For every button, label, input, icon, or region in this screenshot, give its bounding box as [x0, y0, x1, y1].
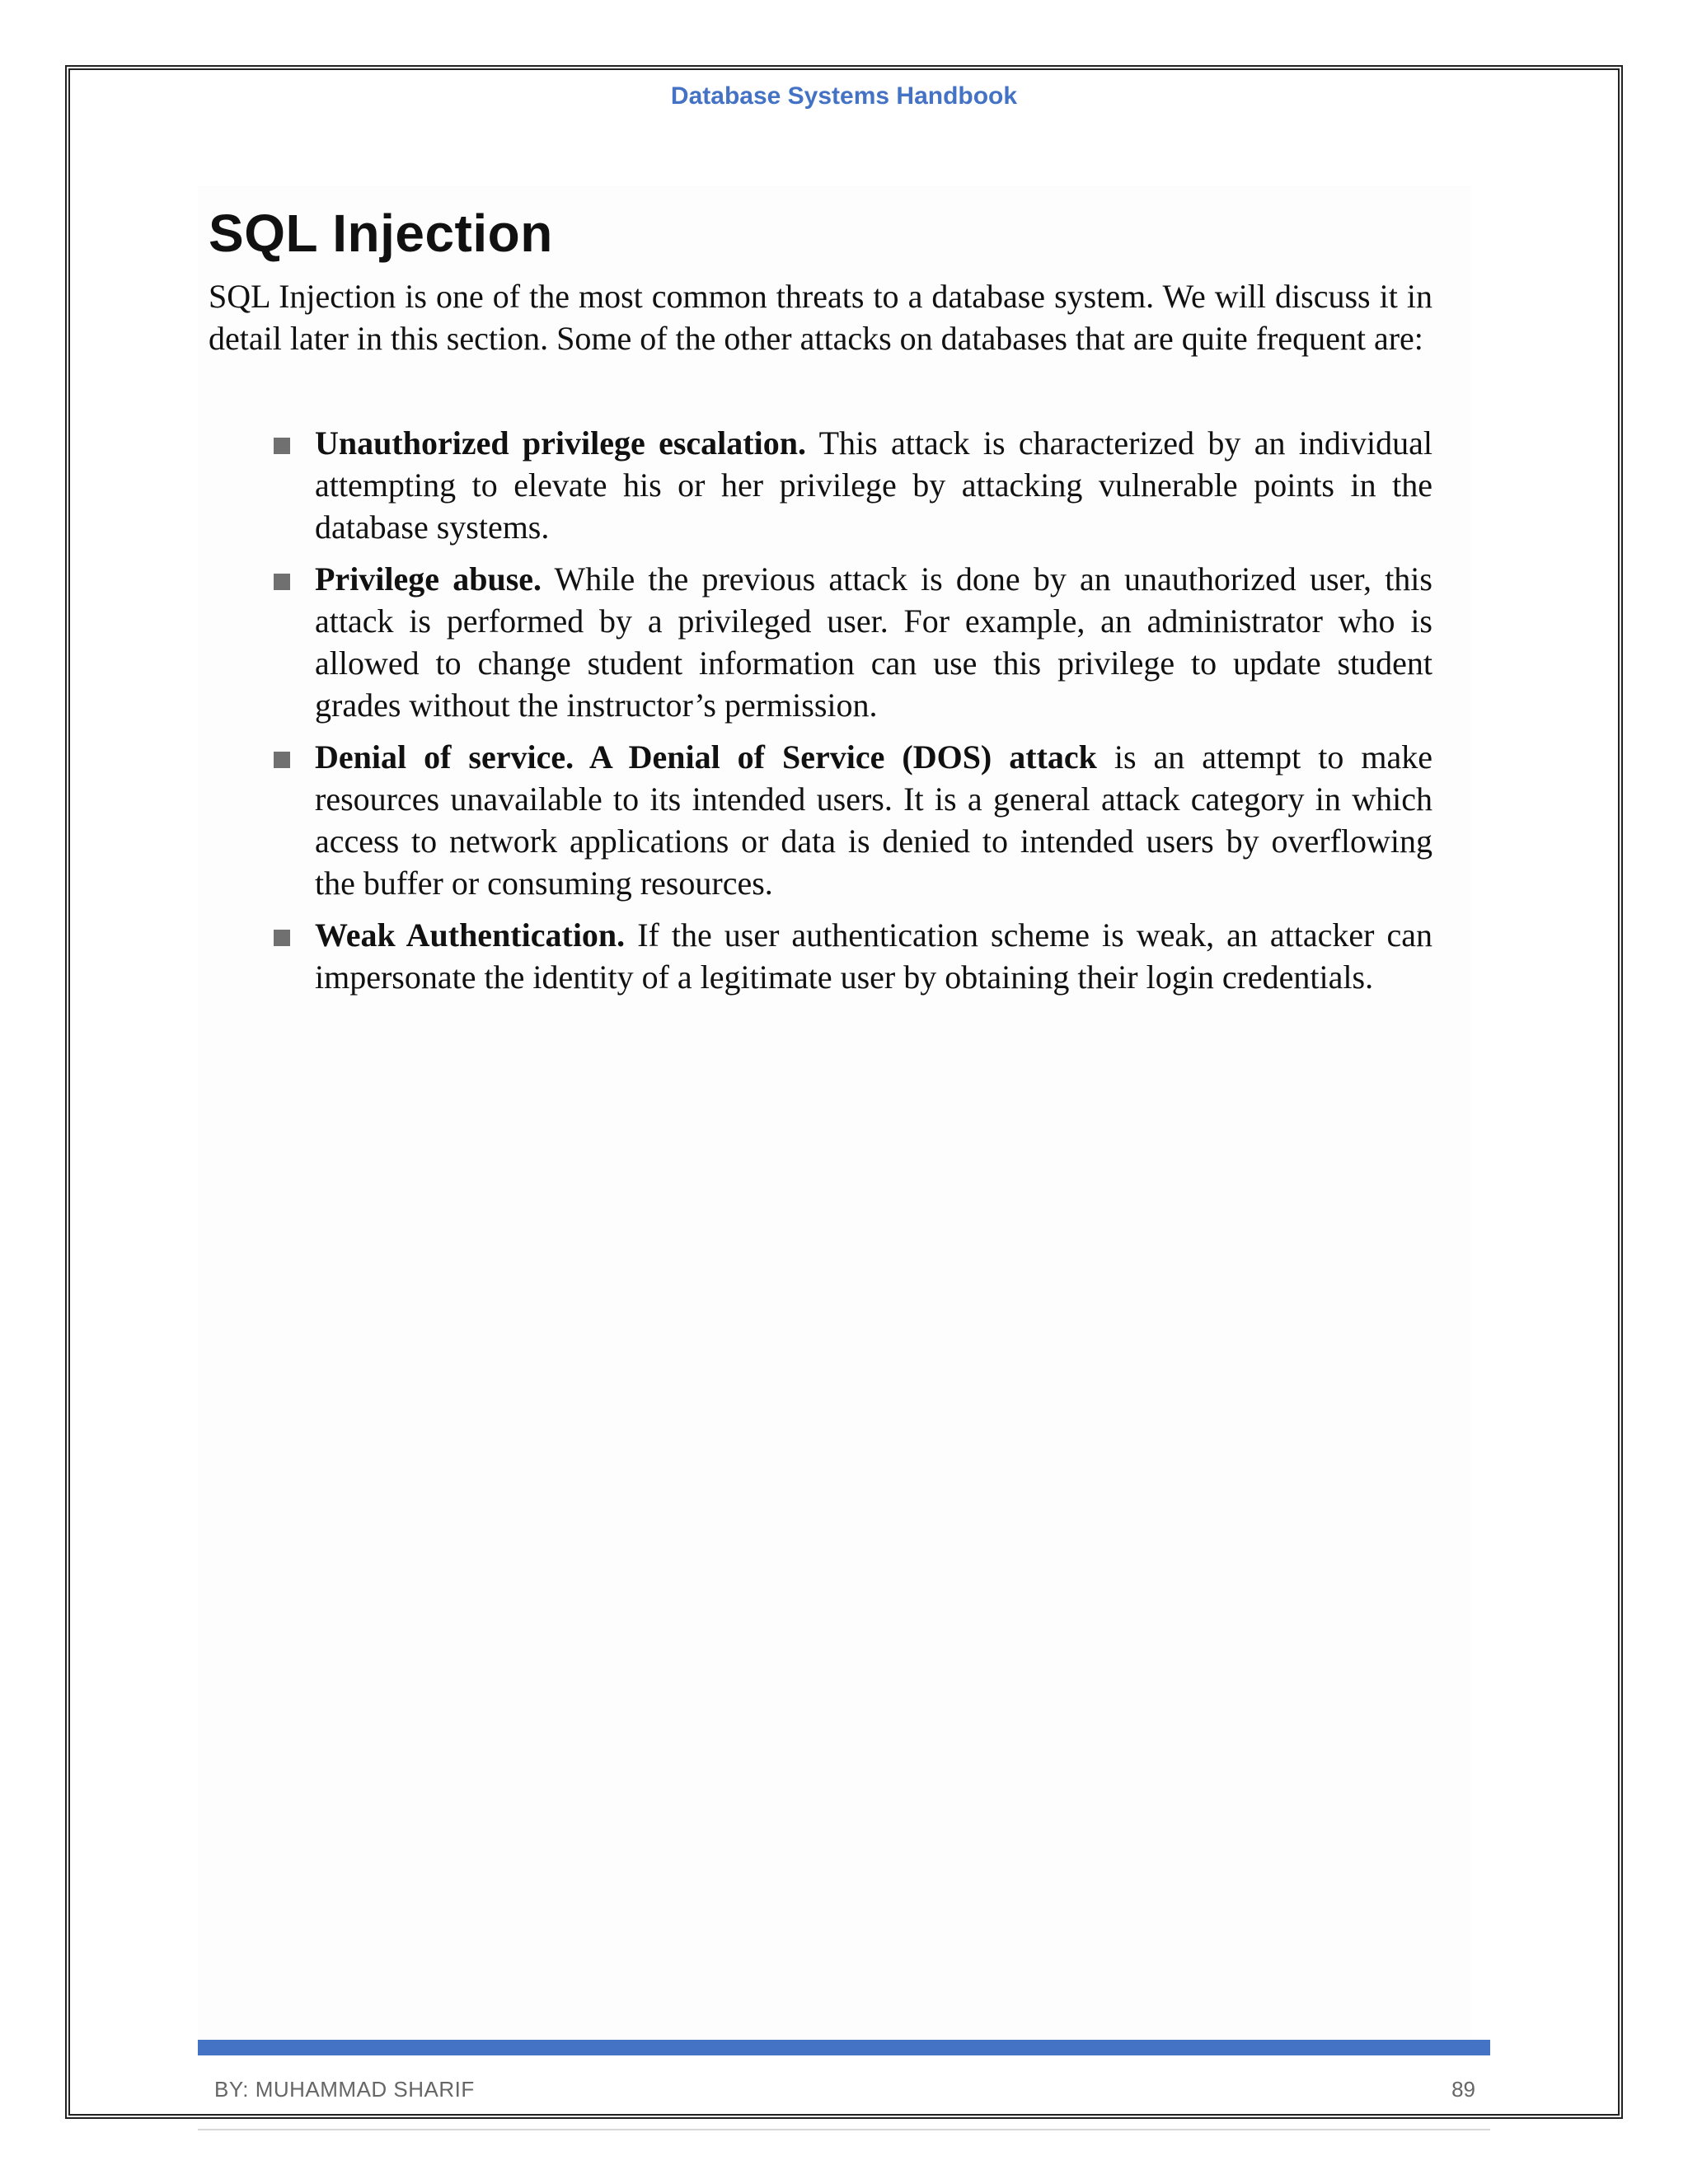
- page-number: 89: [1451, 2077, 1475, 2102]
- square-bullet-icon: [274, 438, 290, 454]
- list-item-lead: Weak Authentication.: [315, 916, 626, 954]
- square-bullet-icon: [274, 930, 290, 946]
- square-bullet-icon: [274, 574, 290, 590]
- list-item-denial-of-service: [272, 736, 1432, 904]
- square-bullet-icon: [274, 752, 290, 768]
- footer-accent-bar: [198, 2040, 1490, 2055]
- intro-paragraph: SQL Injection is one of the most common threats to a database system. We will discuss it in detail later in this section. Some of the other attacks on databases that are quite frequent are:: [209, 278, 1432, 357]
- bottom-divider: [198, 2129, 1490, 2130]
- list-item-lead: Privilege abuse.: [315, 560, 542, 598]
- section-title: SQL Injection: [209, 204, 553, 263]
- list-item-text: This attack is characterized by an individual attempting to elevate his or her privilege by attacking vulnerable points in the database systems.: [315, 424, 1433, 546]
- list-item-text: While the previous attack is done by an unauthorized user, this attack is performed by a privileged user. For example, an administrator who is allowed to change student information can use this privilege to update student grades without the instructor’s permission.: [315, 560, 1432, 724]
- attack-list: [272, 422, 1432, 1008]
- footer-author: BY: MUHAMMAD SHARIF: [214, 2077, 475, 2102]
- list-item-privilege-abuse: [272, 558, 1432, 726]
- list-item-lead: Denial of service. A Denial of Service (DOS) attack: [315, 738, 1097, 776]
- list-item-text: If the user authentication scheme is weak, an attacker can impersonate the identity of a legitimate user by obtaining their login credentials.: [315, 916, 1432, 996]
- list-item-weak-authentication: [272, 914, 1432, 998]
- running-header: Database Systems Handbook: [670, 82, 1018, 110]
- list-item-privilege-escalation: [272, 422, 1432, 548]
- list-item-lead: Unauthorized privilege escalation.: [315, 424, 806, 462]
- list-item-text: is an attempt to make resources unavailable to its intended users. It is a general attack category in which access to network applications or data is denied to intended users by overflowing the buffer or consuming resources.: [315, 738, 1432, 902]
